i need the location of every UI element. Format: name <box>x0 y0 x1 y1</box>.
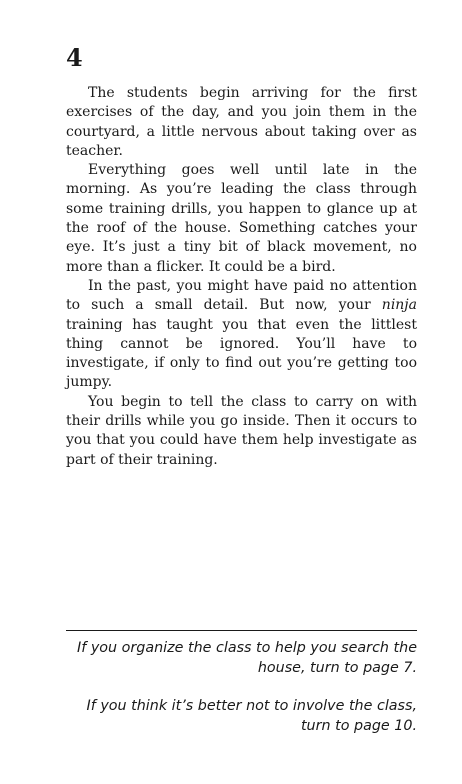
story-emphasis-ninja: ninja <box>381 297 417 314</box>
story-paragraph-4: You begin to tell the class to carry on with their drills while you go inside. Then it occurs to you that you could have them help investigate as part of their training. <box>66 393 417 468</box>
story-text <box>66 84 417 470</box>
story-paragraph-2: Everything goes well until late in the morning. As you’re leading the class through some training drills, you happen to glance up at the roof of the house. Something catches your eye. It’s just a tiny bit of black movement, no more than a flicker. It could be a bird. <box>66 162 417 275</box>
choice-2-line-2: turn to page 10. <box>300 718 417 734</box>
page-number: 4 <box>66 43 83 72</box>
story-paragraph-3-end: training has taught you that even the littlest thing cannot be ignored. You’ll have to investigate, if only to find out you’re getting too jumpy. <box>66 316 417 391</box>
choice-not-involve-class[interactable] <box>66 696 417 736</box>
story-paragraph-1: The students begin arriving for the first exercises of the day, and you join them in the courtyard, a little nervous about taking over as teacher. <box>66 85 417 159</box>
choice-1-line-2: house, turn to page 7. <box>257 660 417 676</box>
story-paragraph-3-start: In the past, you might have paid no attention to such a small detail. But now, your <box>66 277 417 314</box>
story-paragraph-3 <box>66 277 417 393</box>
choice-2-line-1: If you think it’s better not to involve the class, <box>86 698 417 714</box>
choice-search-house[interactable] <box>66 638 417 678</box>
choices-divider <box>66 630 417 631</box>
choice-1-line-1: If you organize the class to help you search the <box>77 640 417 656</box>
